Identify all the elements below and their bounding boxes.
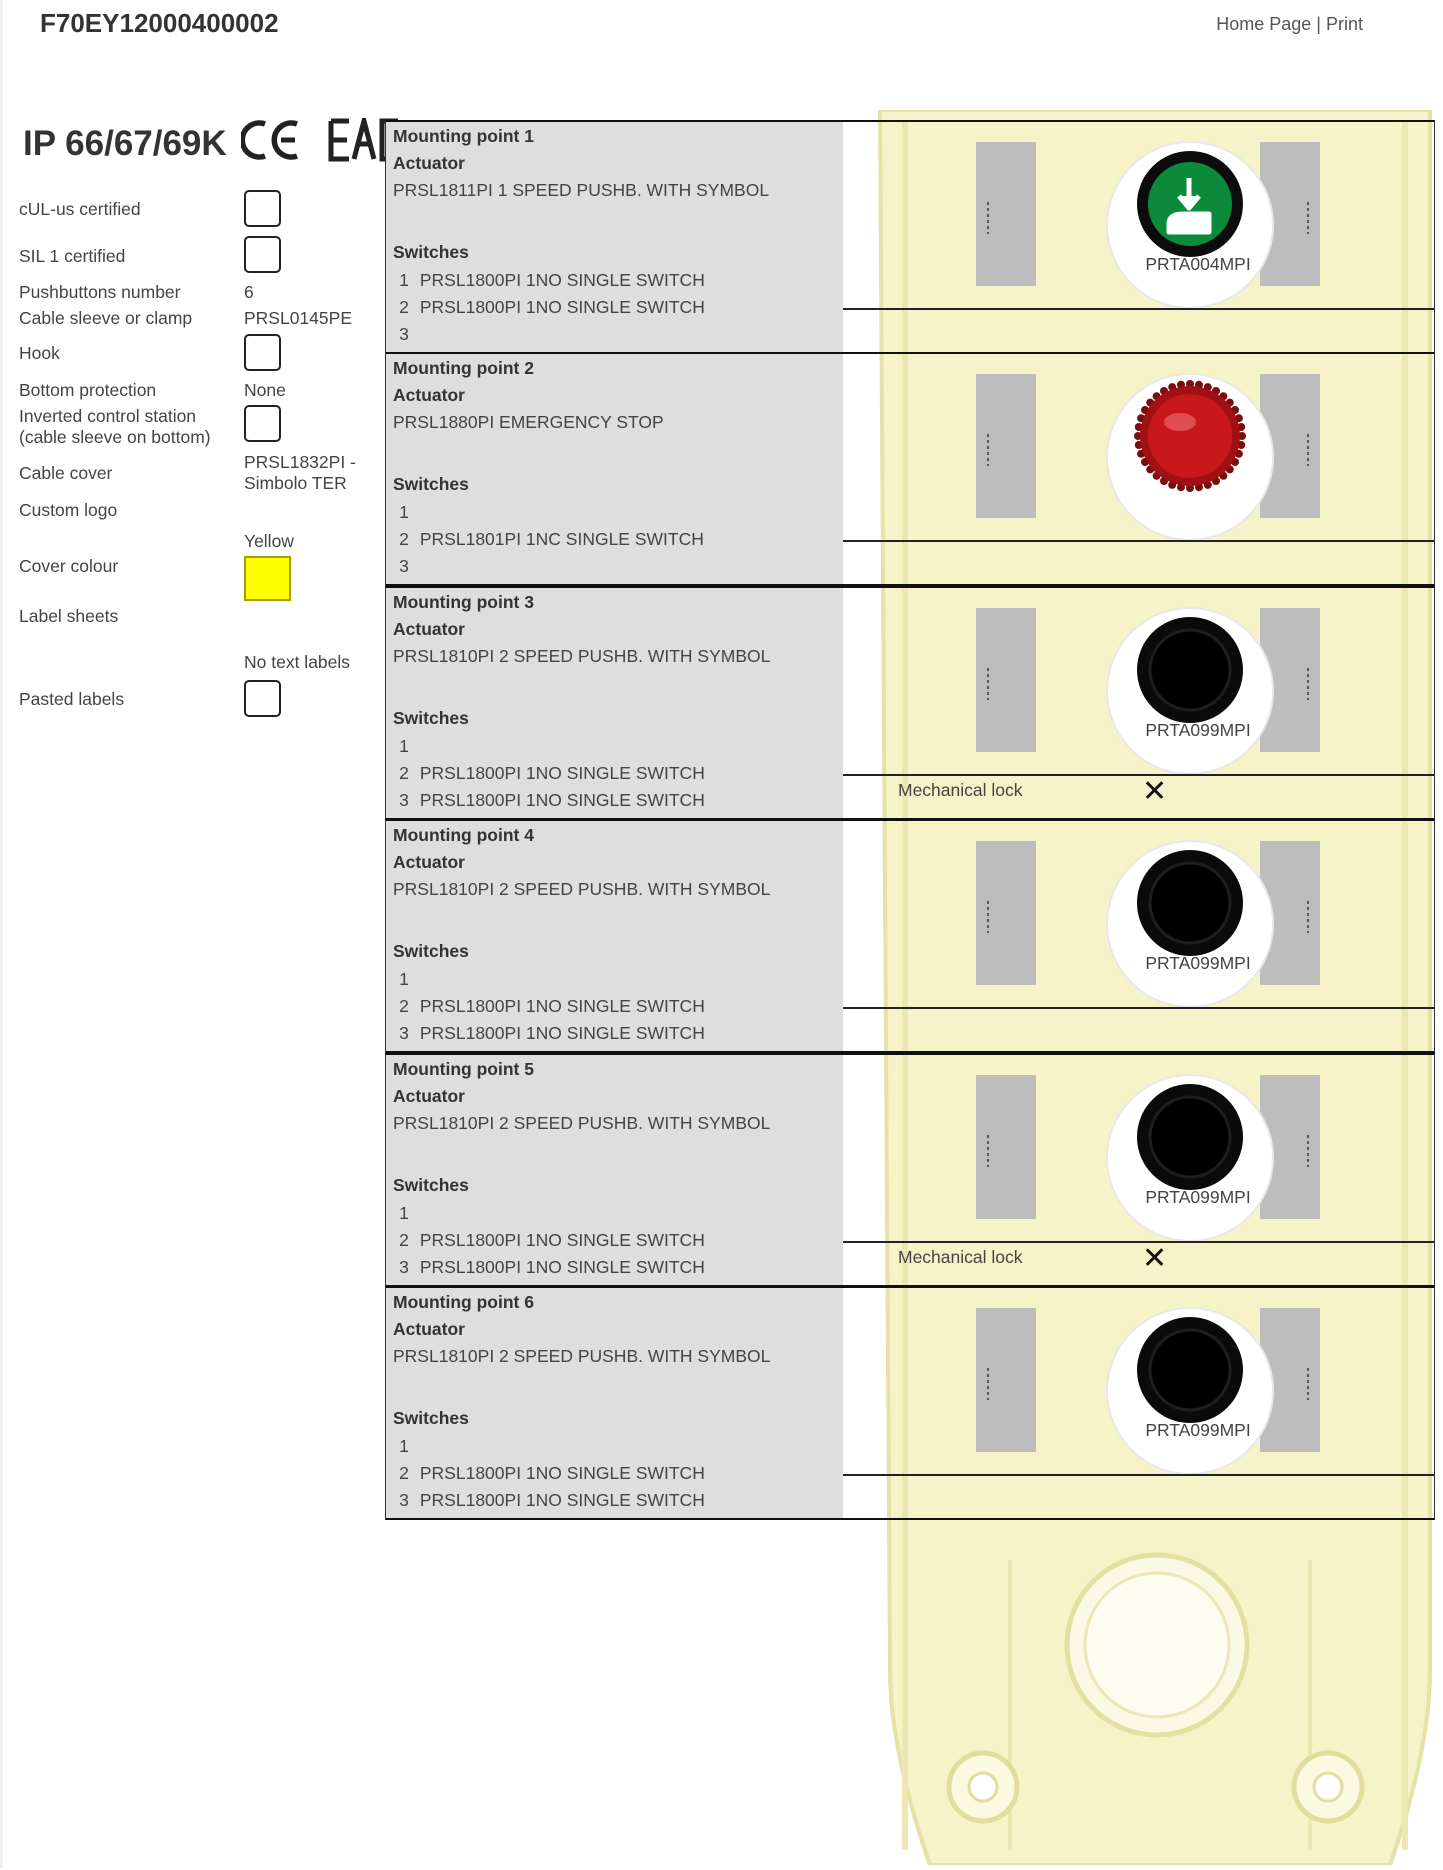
switch-slot [393, 502, 415, 523]
switch-slot-number: 1 [399, 736, 409, 756]
lock-divider [843, 540, 1434, 542]
switch-name: PRSL1800PI 1NO SINGLE SWITCH [419, 297, 705, 317]
switch-slot-number: 2 [399, 529, 409, 549]
actuator-label: Actuator [393, 1086, 465, 1106]
mounting-point-details [386, 1288, 843, 1518]
button-code: PRTA099MPI [1145, 720, 1251, 740]
actuator-value: PRSL1810PI 2 SPEED PUSHB. WITH SYMBOL [393, 646, 771, 666]
mechanical-lock-x-icon: ✕ [1142, 1242, 1168, 1275]
switch-slot [393, 790, 705, 811]
switches-label: Switches [393, 1175, 469, 1195]
pushbuttons-number-label: Pushbuttons number [19, 282, 181, 302]
switch-slot-number: 3 [399, 1490, 409, 1510]
left-label-slot-icon [976, 1308, 1036, 1452]
lock-divider [843, 774, 1434, 776]
switch-slot-number: 2 [399, 996, 409, 1016]
switches-label: Switches [393, 474, 469, 494]
actuator-value: PRSL1880PI EMERGENCY STOP [393, 412, 664, 432]
black-button-icon [1105, 839, 1275, 1014]
switch-name: PRSL1801PI 1NC SINGLE SWITCH [419, 529, 704, 549]
actuator-label: Actuator [393, 619, 465, 639]
mounting-point-title: Mounting point 5 [393, 1059, 534, 1079]
cable-sleeve-value: PRSL0145PE [244, 308, 352, 328]
switch-name: PRSL1800PI 1NO SINGLE SWITCH [419, 1463, 705, 1483]
ce-mark-icon [241, 118, 303, 167]
switch-slot [393, 556, 415, 577]
mounting-point-title: Mounting point 6 [393, 1292, 534, 1312]
actuator-label: Actuator [393, 1319, 465, 1339]
switches-label: Switches [393, 242, 469, 262]
black-button-icon [1105, 1306, 1275, 1481]
mounting-point-details [386, 1055, 843, 1285]
switch-slot-number: 2 [399, 1463, 409, 1483]
mechanical-lock-x-icon: ✕ [1142, 775, 1168, 808]
switch-slot-number: 2 [399, 1230, 409, 1250]
mounting-point-row [385, 352, 1435, 586]
button-code: PRTA099MPI [1145, 953, 1251, 973]
cable-cover-label: Cable cover [19, 463, 113, 483]
switch-slot-number: 3 [399, 1023, 409, 1043]
inverted-station-label-line1: Inverted control station [19, 406, 197, 426]
bottom-protection-value: None [244, 380, 286, 400]
cover-colour-swatch [244, 556, 291, 601]
mechanical-lock-label: Mechanical lock [898, 1247, 1023, 1267]
black-button-icon [1105, 1073, 1275, 1248]
switch-slot-number: 2 [399, 297, 409, 317]
switch-name: PRSL1800PI 1NO SINGLE SWITCH [419, 1023, 705, 1043]
left-label-slot-icon [976, 142, 1036, 286]
switch-slot [393, 1490, 705, 1511]
button-code: PRTA099MPI [1145, 1187, 1251, 1207]
cover-colour-value: Yellow [244, 531, 294, 551]
cable-cover-value-line1: PRSL1832PI - [244, 452, 356, 472]
label-sheets-label: Label sheets [19, 606, 119, 626]
ip-rating: IP 66/67/69K [23, 124, 227, 163]
hook-checkbox[interactable] [244, 334, 281, 371]
switch-slot [393, 1436, 415, 1457]
mounting-point-details [386, 122, 843, 352]
switch-slot [393, 996, 705, 1017]
switch-slot-number: 1 [399, 969, 409, 989]
lock-divider [843, 1474, 1434, 1476]
mechanical-lock-label: Mechanical lock [898, 780, 1023, 800]
button-code: PRTA004MPI [1145, 254, 1251, 274]
switch-slot [393, 736, 415, 757]
hook-label: Hook [19, 343, 60, 363]
mounting-point-title: Mounting point 4 [393, 825, 534, 845]
mounting-point-title: Mounting point 2 [393, 358, 534, 378]
switch-name: PRSL1800PI 1NO SINGLE SWITCH [419, 763, 705, 783]
switch-name: PRSL1800PI 1NO SINGLE SWITCH [419, 1230, 705, 1250]
black-button-icon [1105, 606, 1275, 781]
left-label-slot-icon [976, 608, 1036, 752]
cul-certified-label: cUL-us certified [19, 199, 141, 219]
mounting-point-row [385, 120, 1435, 354]
pasted-labels-checkbox[interactable] [244, 680, 281, 717]
label-sheets-value: No text labels [244, 652, 351, 672]
green-symbol-button-icon [1105, 140, 1275, 315]
switch-name: PRSL1800PI 1NO SINGLE SWITCH [419, 996, 705, 1016]
pushbuttons-number-value: 6 [244, 282, 254, 302]
switch-slot [393, 763, 705, 784]
mounting-point-row [385, 1286, 1435, 1520]
mounting-point-row [385, 819, 1435, 1053]
switch-slot [393, 1257, 705, 1278]
cul-certified-checkbox[interactable] [244, 190, 281, 227]
actuator-value: PRSL1811PI 1 SPEED PUSHB. WITH SYMBOL [393, 180, 770, 200]
lock-divider [843, 308, 1434, 310]
switches-label: Switches [393, 708, 469, 728]
switch-slot-number: 3 [399, 790, 409, 810]
switch-slot [393, 324, 415, 345]
product-code-title: F70EY12000400002 [40, 8, 279, 38]
button-code: PRTA099MPI [1145, 1420, 1251, 1440]
switches-label: Switches [393, 1408, 469, 1428]
mounting-point-details [386, 821, 843, 1051]
left-label-slot-icon [976, 1075, 1036, 1219]
mounting-point-title: Mounting point 1 [393, 126, 534, 146]
mounting-point-row [385, 1053, 1435, 1287]
switch-slot-number: 1 [399, 1203, 409, 1223]
inverted-station-label [19, 406, 211, 448]
top-links [1216, 14, 1363, 35]
switch-slot [393, 297, 705, 318]
switch-slot-number: 1 [399, 1436, 409, 1456]
home-page-link[interactable]: Home Page [1216, 14, 1312, 34]
lock-divider [843, 1241, 1434, 1243]
switch-name: PRSL1800PI 1NO SINGLE SWITCH [419, 1490, 705, 1510]
switch-slot [393, 969, 415, 990]
cover-colour-label: Cover colour [19, 556, 119, 576]
switch-slot-number: 3 [399, 324, 409, 344]
switch-slot [393, 1023, 705, 1044]
sil-certified-label: SIL 1 certified [19, 246, 126, 266]
mounting-point-title: Mounting point 3 [393, 592, 534, 612]
switch-slot [393, 270, 705, 291]
inverted-station-checkbox[interactable] [244, 405, 281, 442]
left-label-slot-icon [976, 841, 1036, 985]
left-label-slot-icon [976, 374, 1036, 518]
actuator-label: Actuator [393, 153, 465, 173]
switch-slot-number: 1 [399, 502, 409, 522]
print-link[interactable]: Print [1325, 14, 1363, 34]
actuator-label: Actuator [393, 385, 465, 405]
cable-cover-value-line2: Simbolo TER [244, 473, 347, 493]
switch-slot-number: 3 [399, 1257, 409, 1277]
switch-slot-number: 2 [399, 763, 409, 783]
switch-slot [393, 1230, 705, 1251]
switch-slot-number: 1 [399, 270, 409, 290]
switch-slot [393, 529, 704, 550]
switches-label: Switches [393, 941, 469, 961]
cable-cover-value [244, 452, 356, 494]
actuator-value: PRSL1810PI 2 SPEED PUSHB. WITH SYMBOL [393, 1346, 771, 1366]
mounting-point-row [385, 586, 1435, 820]
actuator-value: PRSL1810PI 2 SPEED PUSHB. WITH SYMBOL [393, 1113, 771, 1133]
switch-slot [393, 1463, 705, 1484]
pasted-labels-label: Pasted labels [19, 689, 125, 709]
link-separator: | [1311, 14, 1326, 34]
mounting-point-details [386, 588, 843, 818]
mounting-point-details [386, 354, 843, 584]
switch-name: PRSL1800PI 1NO SINGLE SWITCH [419, 790, 705, 810]
switch-name: PRSL1800PI 1NO SINGLE SWITCH [419, 1257, 705, 1277]
lock-divider [843, 1007, 1434, 1009]
bottom-protection-label: Bottom protection [19, 380, 157, 400]
switch-name: PRSL1800PI 1NO SINGLE SWITCH [419, 270, 705, 290]
custom-logo-label: Custom logo [19, 500, 118, 520]
actuator-label: Actuator [393, 852, 465, 872]
cable-sleeve-label: Cable sleeve or clamp [19, 308, 193, 328]
red-mushroom-button-icon [1105, 372, 1275, 547]
sil-certified-checkbox[interactable] [244, 236, 281, 273]
switch-slot [393, 1203, 415, 1224]
actuator-value: PRSL1810PI 2 SPEED PUSHB. WITH SYMBOL [393, 879, 771, 899]
inverted-station-label-line2: (cable sleeve on bottom) [19, 427, 211, 447]
page-border [0, 0, 3, 1868]
switch-slot-number: 3 [399, 556, 409, 576]
